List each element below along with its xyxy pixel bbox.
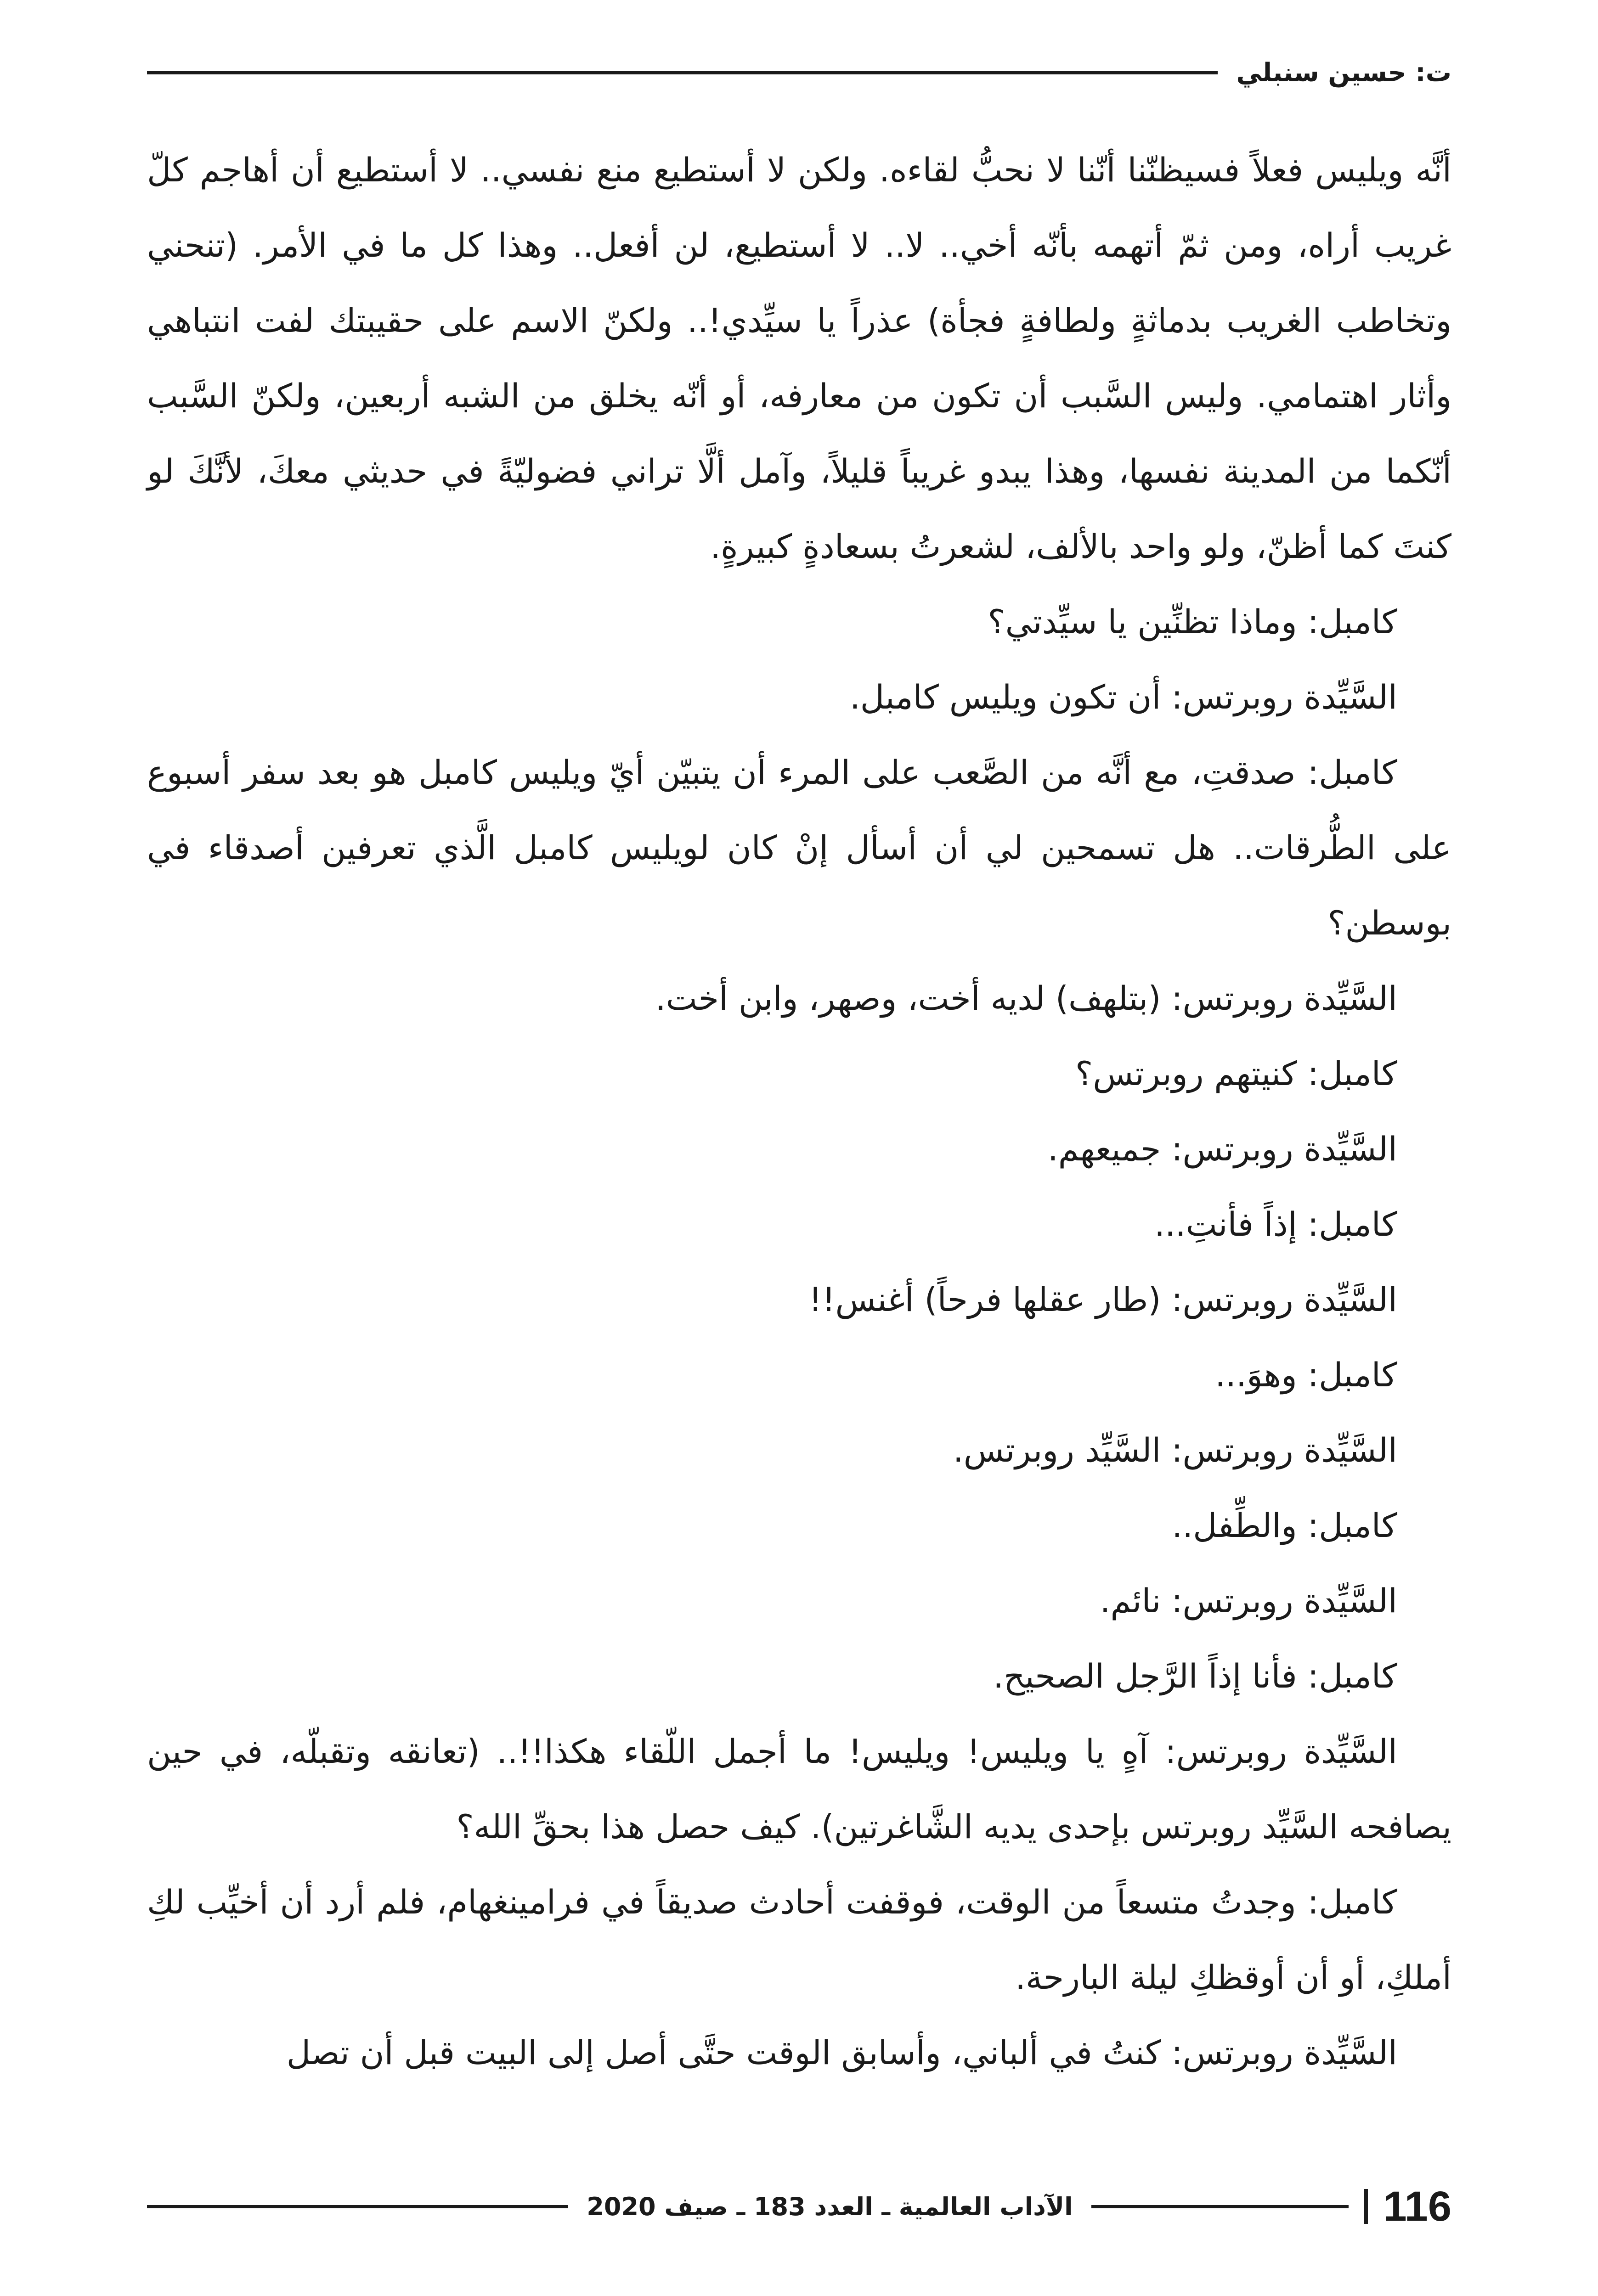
- footer-rule: [1091, 2205, 1349, 2208]
- running-header: [147, 54, 1451, 91]
- page-number: 116: [1383, 2183, 1451, 2230]
- dialogue-line: السَّيِّدة روبرتس: جميعهم.: [1047, 1130, 1397, 1168]
- dialogue-line: السَّيِّدة روبرتس: (بتلهف) لديه أخت، وصهر، وابن أخت.: [655, 979, 1397, 1018]
- dialogue-line: كامبل: صدقتِ، مع أنَّه من الصَّعب على المرء أن يتبيّن أيّ ويليس كامبل هو بعد سفر أسبوع على الطُّرقات.. هل تسمحين لي أن أسأل إنْ كان لويليس كامبل الَّذي تعرفين أصدقاء في بوسطن؟: [147, 753, 1451, 942]
- header-translator: ت: حسين سنبلي: [1236, 57, 1451, 88]
- dialogue-line: السَّيِّدة روبرتس: نائم.: [1100, 1581, 1397, 1620]
- dialogue-line: كامبل: وماذا تظنِّين يا سيِّدتي؟: [988, 602, 1397, 641]
- dialogue-line: السَّيِّدة روبرتس: أن تكون ويليس كامبل.: [849, 678, 1397, 716]
- header-rule: [147, 71, 1218, 74]
- dialogue-line: السَّيِّدة روبرتس: (طار عقلها فرحاً) أغنس!!: [808, 1280, 1397, 1319]
- page-footer: [147, 2177, 1451, 2236]
- dialogue-line: كامبل: إذاً فأنتِ...: [1154, 1205, 1397, 1244]
- narrative-paragraph: أنَّه ويليس فعلاً فسيظنّنا أنّنا لا نحبُّ لقاءه. ولكن لا أستطيع منع نفسي.. لا أستطيع أن أهاجم كلّ غريب أراه، ومن ثمّ أتهمه بأنّه أخي.. لا.. لا أستطيع، لن أفعل.. وهذا كل ما في الأمر. (تنحني وتخاطب الغريب بدماثةٍ ولطافةٍ فجأة) عذراً يا سيِّدي!.. ولكنّ الاسم على حقيبتك لفت انتباهي وأثار اهتمامي. وليس السَّبب أن تكون من معارفه، أو أنّه يخلق من الشبه أربعين، ولكنّ السَّبب أنّكما من المدينة نفسها، وهذا يبدو غريباً قليلاً، وآمل ألَّا تراني فضوليّةً في حديثي معكَ، لأنَّكَ لو كنتَ كما أظنّ، ولو واحد بالألف، لشعرتُ بسعادةٍ كبيرةٍ.: [147, 151, 1451, 566]
- dialogue-line: كامبل: كنيتهم روبرتس؟: [1075, 1054, 1397, 1093]
- page-number-separator: [1364, 2189, 1368, 2224]
- dialogue-line: كامبل: وجدتُ متسعاً من الوقت، فوقفت أحادث صديقاً في فرامينغهام، فلم أرد أن أخيِّب لكِ أملكِ، أو أن أوقظكِ ليلة البارحة.: [147, 1883, 1451, 1997]
- dialogue-line: كامبل: فأنا إذاً الرَّجل الصحيح.: [993, 1657, 1397, 1695]
- dialogue-line: السَّيِّدة روبرتس: كنتُ في ألباني، وأسابق الوقت حتَّى أصل إلى البيت قبل أن تصل: [286, 2033, 1397, 2072]
- dialogue-line: السَّيِّدة روبرتس: آهٍ يا ويليس! ويليس! ما أجمل اللّقاء هكذا!!.. (تعانقه وتقبلّه، في حين يصافحه السَّيِّد روبرتس بإحدى يديه الشَّاغرتين). كيف حصل هذا بحقِّ الله؟: [147, 1732, 1451, 1846]
- page-body: [147, 132, 1451, 2090]
- journal-issue: الآداب العالمية ـ العدد 183 ـ صيف 2020: [587, 2192, 1073, 2221]
- dialogue-line: كامبل: وهوَ...: [1215, 1356, 1397, 1394]
- footer-rule: [147, 2205, 568, 2208]
- dialogue-line: كامبل: والطِّفل..: [1172, 1506, 1397, 1545]
- dialogue-line: السَّيِّدة روبرتس: السَّيِّد روبرتس.: [953, 1431, 1397, 1469]
